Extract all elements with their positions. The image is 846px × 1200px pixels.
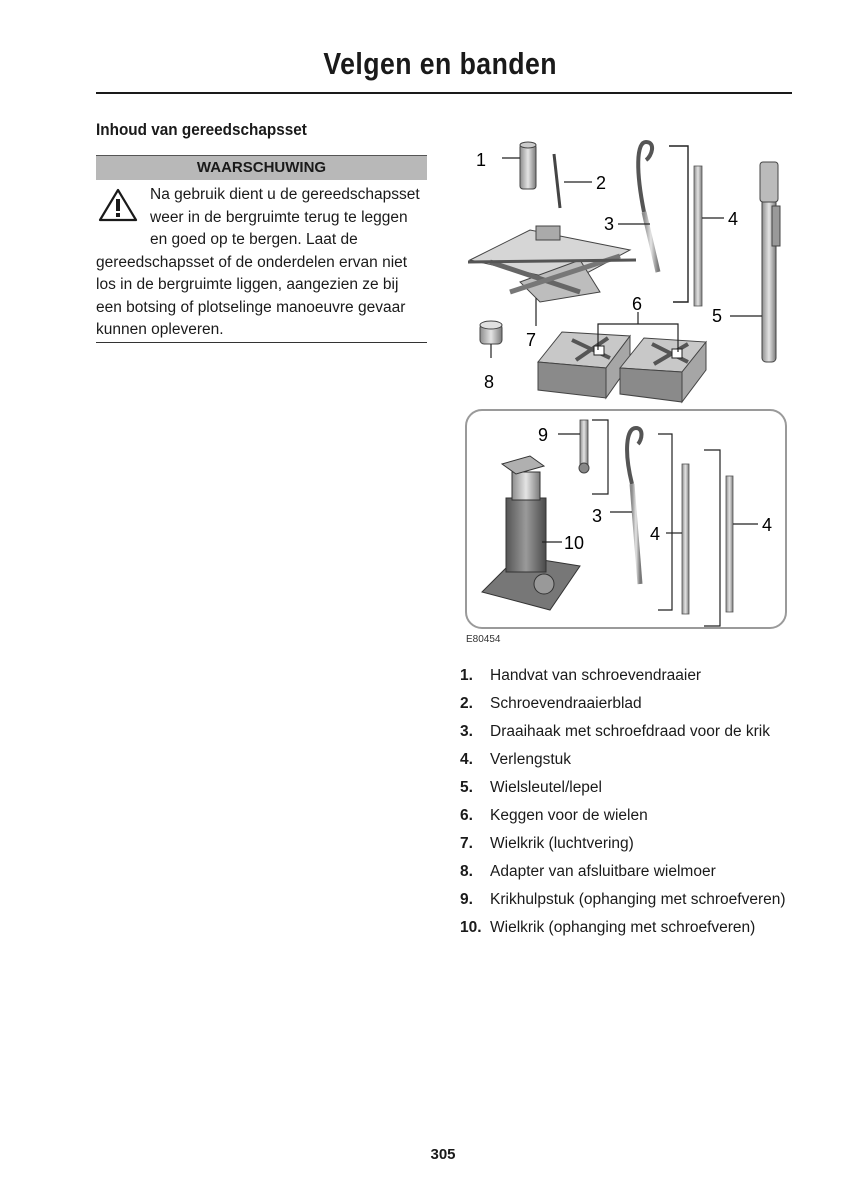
warning-header: WAARSCHUWING <box>96 155 427 180</box>
legend-item-number: 2. <box>460 695 473 712</box>
legend-item-label: Wielsleutel/lepel <box>490 779 602 796</box>
legend-item <box>460 749 800 771</box>
legend-item-number: 4. <box>460 751 473 768</box>
screwdriver-blade-drawing <box>554 154 592 208</box>
legend-item-number: 6. <box>460 807 473 824</box>
legend-item-label: Schroevendraaierblad <box>490 695 642 712</box>
legend-item-label: Wielkrik (ophanging met schroefveren) <box>490 919 756 936</box>
legend-item <box>460 833 800 855</box>
legend-item-label: Keggen voor de wielen <box>490 807 648 824</box>
callout-4-lower-a: 4 <box>650 524 661 544</box>
legend-item <box>460 665 800 687</box>
legend-item-label: Adapter van afsluitbare wielmoer <box>490 863 716 880</box>
legend-item <box>460 917 800 939</box>
locking-nut-adapter-drawing <box>480 321 502 358</box>
legend-item-label: Verlengstuk <box>490 751 571 768</box>
legend-item-label: Krikhulpstuk (ophanging met schroefveren) <box>490 891 786 908</box>
wheel-wrench-drawing <box>730 162 780 362</box>
page-title: Velgen en banden <box>323 46 557 81</box>
callout-3: 3 <box>604 214 615 234</box>
scissor-jack-drawing <box>468 226 636 326</box>
legend-item-number: 9. <box>460 891 473 908</box>
section-heading: Inhoud van gereedschapsset <box>96 120 307 139</box>
threaded-hook-drawing <box>618 142 688 302</box>
legend-item-number: 8. <box>460 863 473 880</box>
jack-attachment-drawing <box>558 420 608 494</box>
legend-item <box>460 777 800 799</box>
warning-text: Na gebruik dient u de gereedschapsset weer in de bergruimte terug te leggen en goed op te bergen. Laat de gereedschapsset of de onderdelen ervan niet los in de bergruimte liggen, aangezien ze bij een botsing of plotselinge manoeuvre gevaar kunnen opleveren. <box>96 186 420 338</box>
callout-6: 6 <box>632 294 643 314</box>
legend-item <box>460 721 800 743</box>
tool-kit-illustration <box>460 132 800 652</box>
warning-divider <box>96 342 427 343</box>
callout-4-lower-b: 4 <box>762 515 773 535</box>
legend-item-number: 1. <box>460 667 473 684</box>
extension-bar-lower-second-drawing <box>726 476 758 612</box>
title-divider <box>96 92 792 94</box>
callout-10: 10 <box>564 533 585 553</box>
legend-item <box>460 861 800 883</box>
threaded-hook-lower-drawing <box>610 428 672 610</box>
legend-item-number: 7. <box>460 835 473 852</box>
legend-item-label: Handvat van schroevendraaier <box>490 667 702 684</box>
legend-item <box>460 889 800 911</box>
callout-3-lower: 3 <box>592 506 603 526</box>
legend-item-number: 5. <box>460 779 473 796</box>
callout-1: 1 <box>476 150 487 170</box>
callout-2: 2 <box>596 173 607 193</box>
extension-bar-drawing <box>694 166 724 306</box>
page-number: 305 <box>430 1146 456 1163</box>
screwdriver-handle-drawing <box>502 142 536 189</box>
legend-item-label: Wielkrik (luchtvering) <box>490 835 634 852</box>
legend-item <box>460 805 800 827</box>
parts-legend <box>460 665 800 945</box>
figure-code: E80454 <box>466 634 501 645</box>
callout-9: 9 <box>538 425 549 445</box>
callout-7: 7 <box>526 330 537 350</box>
wheel-chocks-drawing <box>538 312 706 402</box>
legend-item-label: Draaihaak met schroefdraad voor de krik <box>490 723 770 740</box>
legend-item-number: 10. <box>460 919 482 936</box>
callout-4: 4 <box>728 209 739 229</box>
legend-item <box>460 693 800 715</box>
warning-body <box>96 184 427 342</box>
extension-bar-lower-drawing <box>666 450 720 626</box>
callout-5: 5 <box>712 306 723 326</box>
legend-item-number: 3. <box>460 723 473 740</box>
callout-8: 8 <box>484 372 495 392</box>
